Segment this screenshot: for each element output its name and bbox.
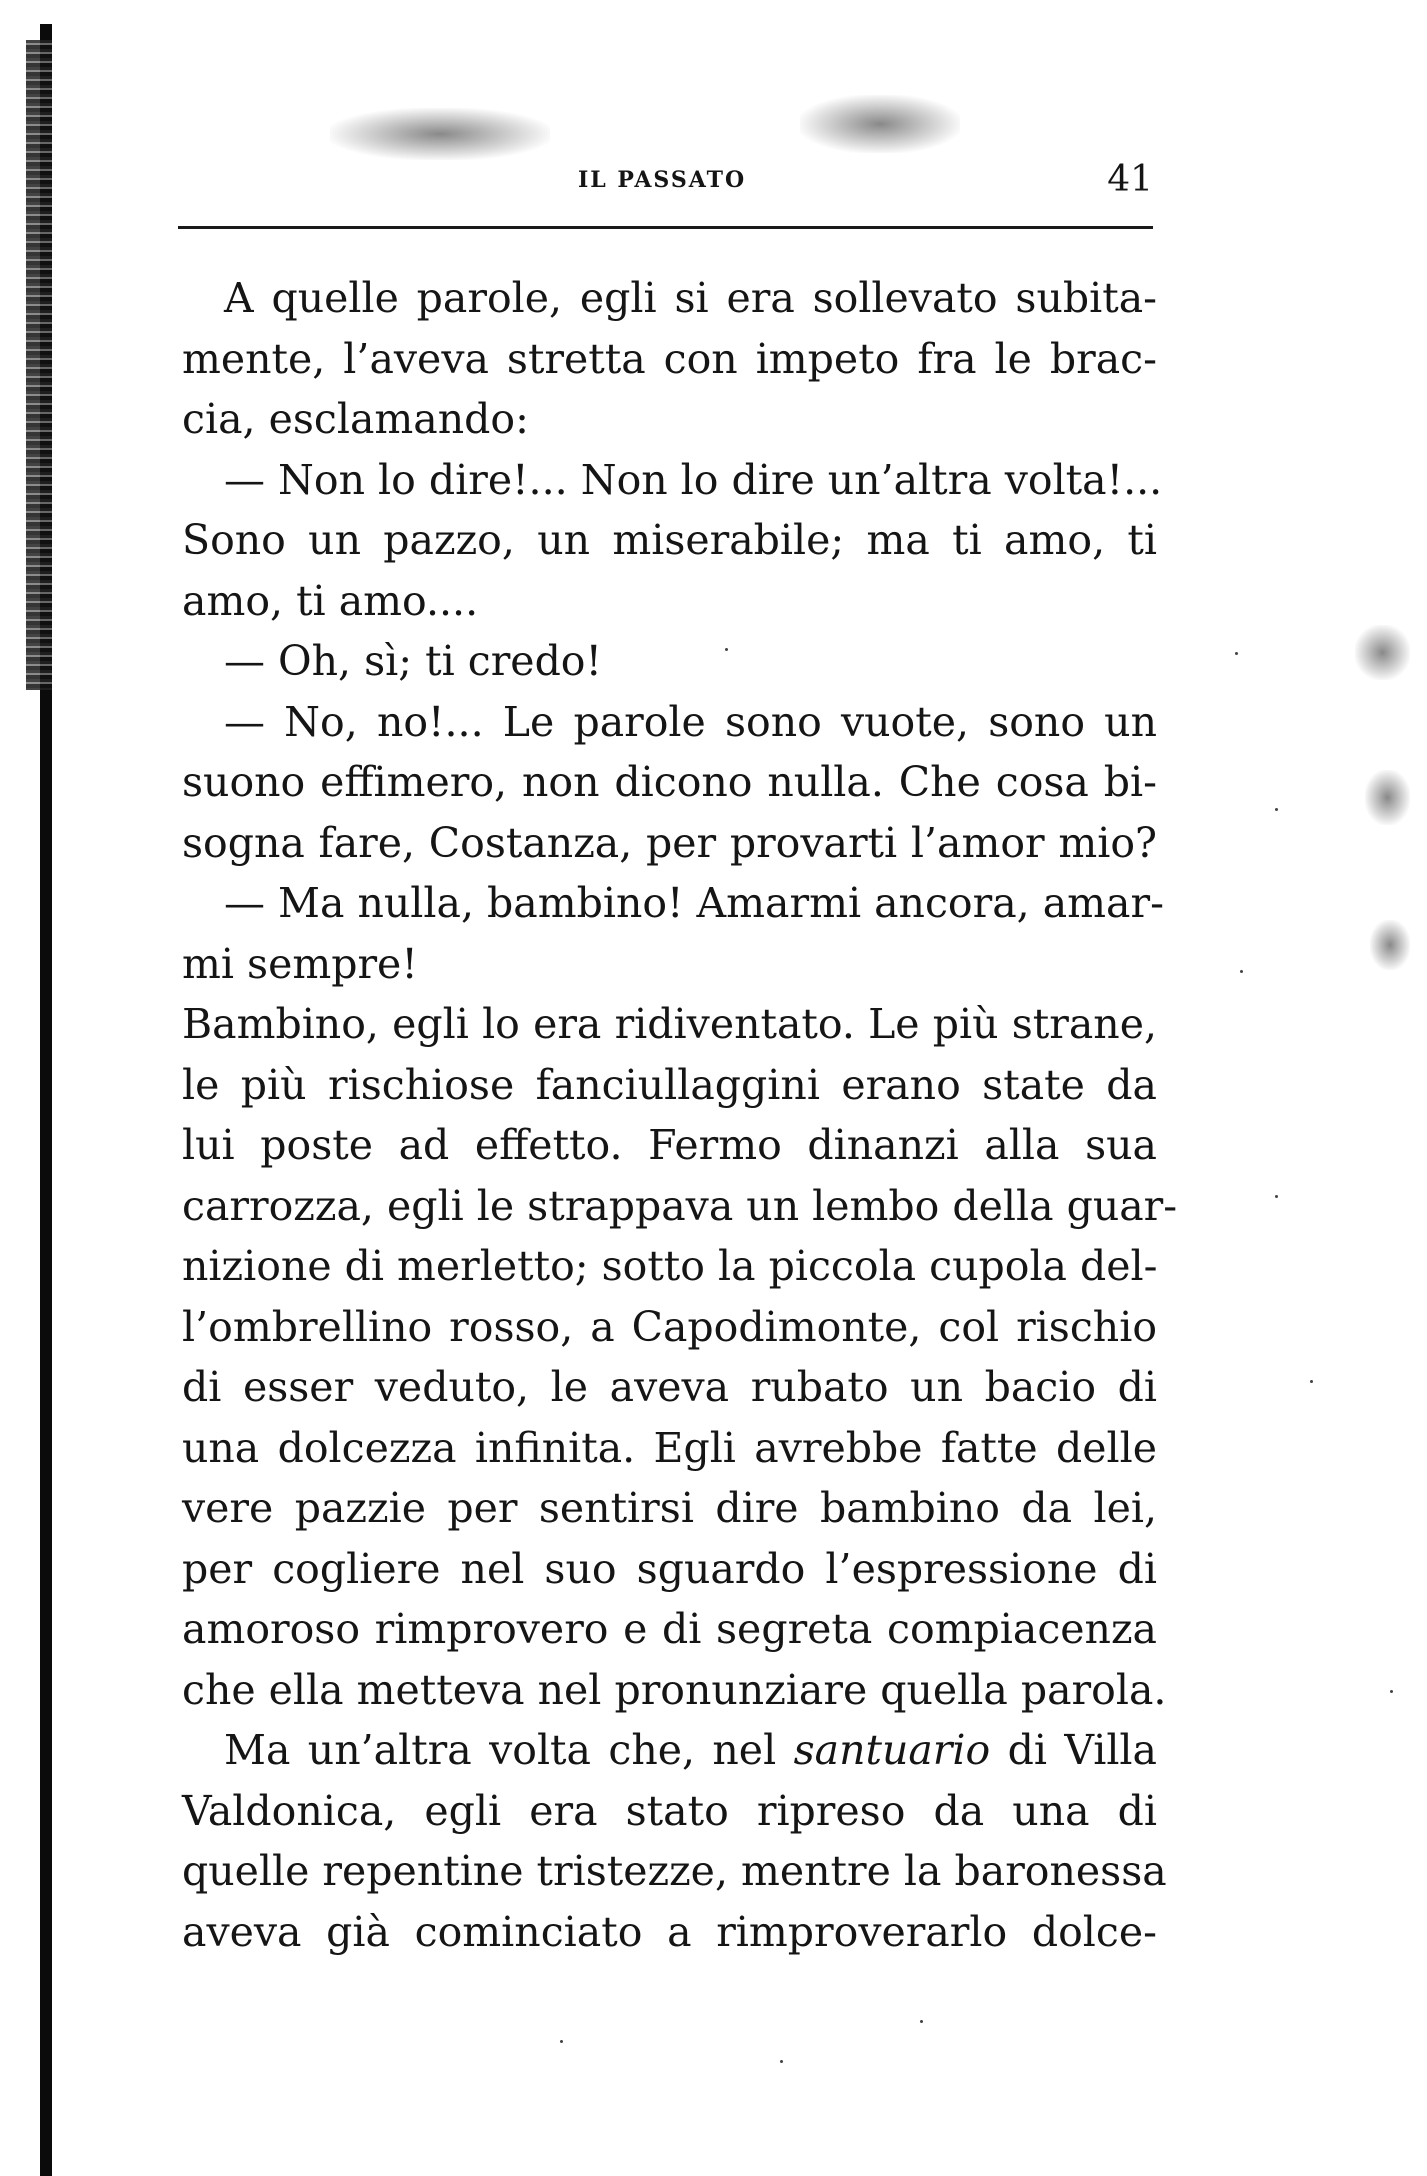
margin-dot — [1310, 1380, 1313, 1383]
margin-dot — [1235, 652, 1238, 655]
margin-speck-1 — [1355, 625, 1410, 680]
running-header — [178, 159, 1153, 205]
margin-dot — [1390, 1690, 1393, 1693]
margin-dot — [920, 2020, 923, 2023]
text-line: amo, ti amo.... — [182, 576, 479, 625]
text-line: cia, esclamando: — [182, 395, 529, 443]
text-line: mente, l’aveva stretta con impeto fra le brac- — [182, 334, 1157, 383]
margin-dot — [1275, 1195, 1278, 1198]
text-line: Bambino, egli lo era ridiventato. Le più strane, — [182, 1000, 1157, 1048]
text-line: — Ma nulla, bambino! Amarmi ancora, amar- — [224, 879, 1164, 927]
binding-texture — [26, 40, 52, 690]
text-line: suono effimero, non dicono nulla. Che cosa bi- — [182, 758, 1157, 806]
text-line: le più rischiose fanciullaggini erano state da — [182, 1060, 1157, 1109]
text-line: A quelle parole, egli si era sollevato subita- — [224, 274, 1157, 322]
text-line: sogna fare, Costanza, per provarti l’amor mio? — [182, 818, 1157, 867]
text-line: Valdonica, egli era stato ripreso da una di — [182, 1786, 1157, 1835]
text-line: — Non lo dire!... Non lo dire un’altra volta!... — [224, 455, 1163, 504]
text-line: amoroso rimprovero e di segreta compiacenza — [182, 1605, 1157, 1653]
text-line: aveva già cominciato a rimproverarlo dolce- — [182, 1907, 1157, 1956]
ink-smudge-right — [800, 95, 960, 153]
text-line: quelle repentine tristezze, mentre la baronessa — [182, 1847, 1167, 1895]
text-line: che ella metteva nel pronunziare quella parola. — [182, 1665, 1167, 1714]
text-line: l’ombrellino rosso, a Capodimonte, col rischio — [182, 1302, 1157, 1351]
header-rule — [178, 226, 1153, 229]
margin-dot — [560, 2040, 563, 2043]
body-text — [182, 268, 1178, 1962]
text-line: una dolcezza infinita. Egli avrebbe fatte delle — [182, 1423, 1157, 1472]
text-line: Sono un pazzo, un miserabile; ma ti amo, ti — [182, 516, 1157, 564]
margin-dot — [780, 2060, 783, 2063]
text-line: mi sempre! — [182, 939, 418, 988]
text-line: — No, no!... Le parole sono vuote, sono un — [224, 697, 1157, 746]
running-title: IL PASSATO — [578, 167, 747, 193]
text-line: lui poste ad effetto. Fermo dinanzi alla sua — [182, 1121, 1157, 1169]
margin-speck-2 — [1365, 770, 1410, 825]
margin-dot — [1240, 970, 1243, 973]
text-line: nizione di merletto; sotto la piccola cupola del- — [182, 1242, 1158, 1290]
text-line: per cogliere nel suo sguardo l’espressione di — [182, 1544, 1157, 1593]
margin-speck-3 — [1370, 920, 1410, 970]
ink-smudge-left — [330, 108, 550, 160]
text-line: — Oh, sì; ti credo! — [224, 637, 602, 685]
text-segment: di Villa — [990, 1726, 1157, 1774]
text-line: di esser veduto, le aveva rubato un bacio di — [182, 1363, 1157, 1411]
text-line — [182, 1720, 1157, 1781]
page-number: 41 — [1107, 159, 1153, 200]
italic-word: santuario — [793, 1726, 991, 1774]
text-segment: Ma un’altra volta che, nel — [224, 1726, 794, 1774]
margin-dot — [1275, 808, 1278, 811]
text-line: vere pazzie per sentirsi dire bambino da lei, — [182, 1484, 1157, 1532]
text-line: carrozza, egli le strappava un lembo della guar- — [182, 1181, 1178, 1230]
